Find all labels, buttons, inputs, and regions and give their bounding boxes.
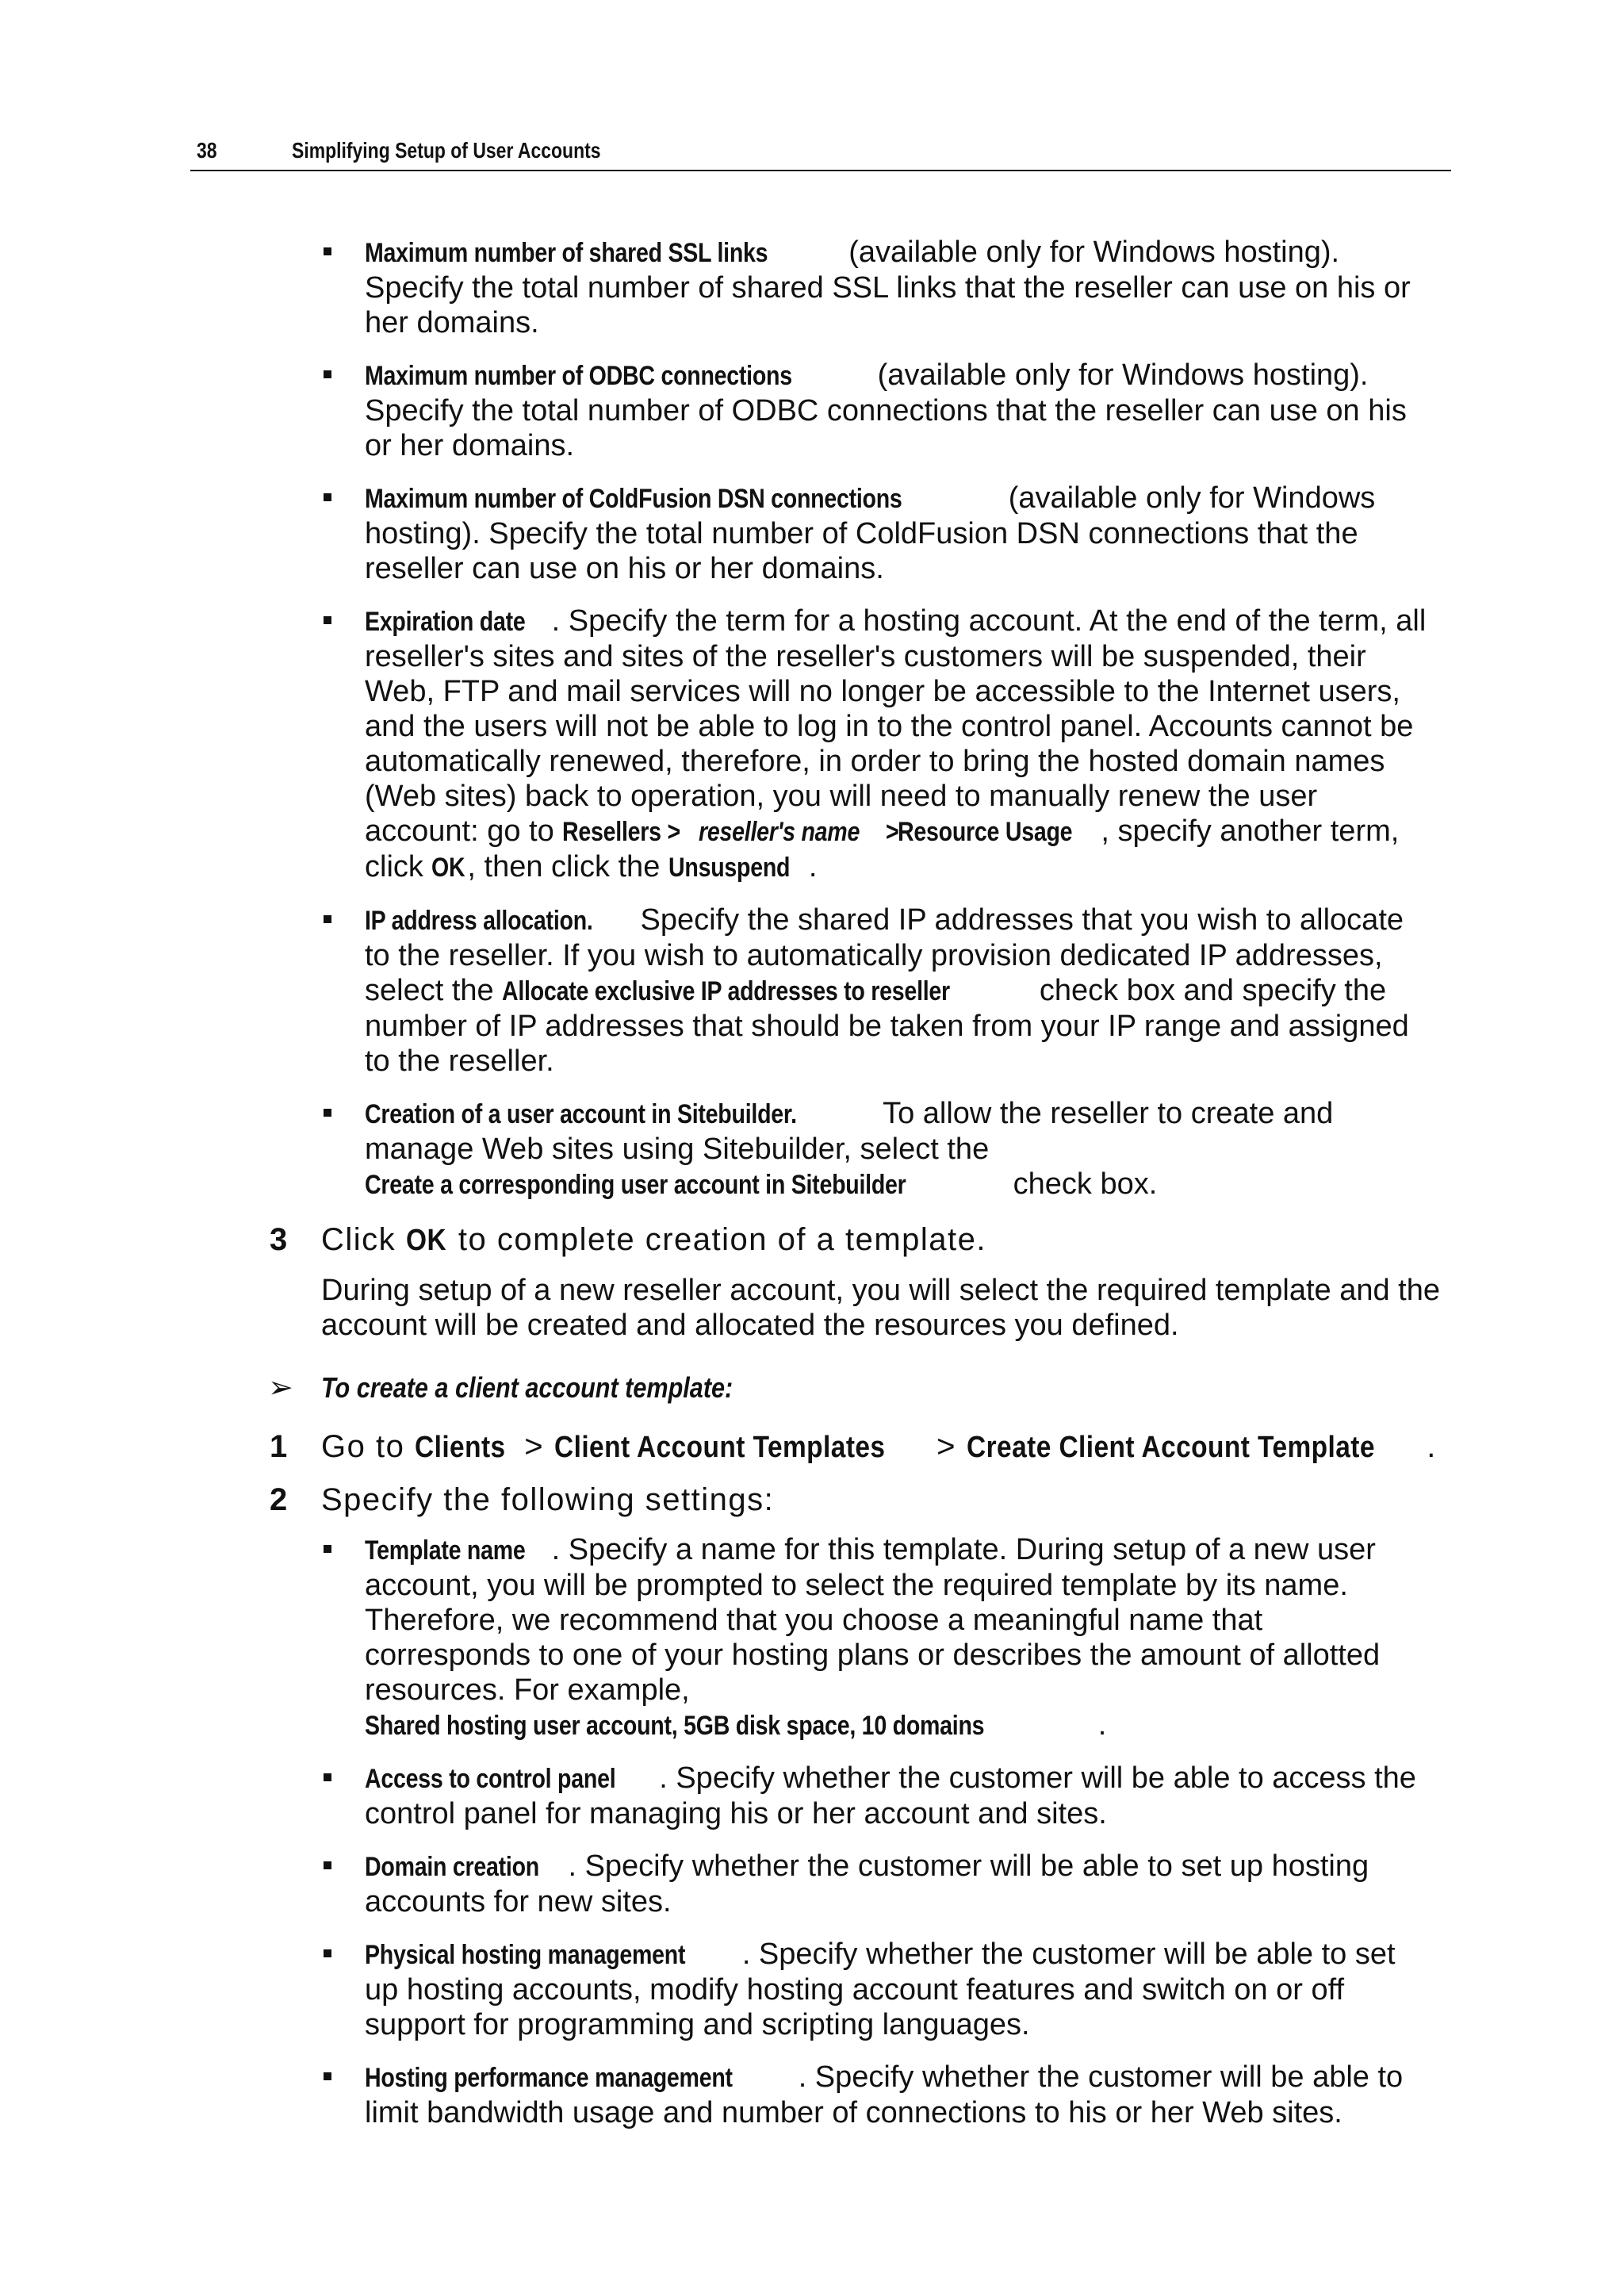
list-item	[365, 481, 1427, 586]
running-title: Simplifying Setup of User Accounts	[292, 138, 601, 163]
checkbox-ref: Allocate exclusive IP addresses to reseller	[502, 976, 951, 1006]
setting-term: Creation of a user account in Sitebuilder.	[365, 1099, 797, 1129]
setting-text: , specify another term, click	[365, 815, 1400, 884]
setting-text: (available only for Windows hosting). Specify the total number of shared SSL links that the reseller can use on his or her domains.	[365, 236, 1411, 339]
list-item	[365, 1937, 1427, 2042]
menu-path-reseller-name: reseller's name	[699, 817, 860, 847]
setting-text: (available only for Windows hosting). Specify the total number of ColdFusion DSN connections that the reseller can use on his or her domains.	[365, 481, 1376, 585]
setting-term: Physical hosting management	[365, 1940, 686, 1970]
menu-path-resellers: Resellers >	[562, 817, 681, 847]
procedure-heading	[270, 1371, 1459, 1411]
menu-path-resource-usage: Resource Usage	[897, 817, 1072, 847]
list-item	[365, 235, 1427, 340]
checkbox-ref: Create a corresponding user account in Sitebuilder	[365, 1170, 906, 1200]
menu-path-separator: >	[514, 1429, 554, 1464]
setting-text: .	[1097, 1708, 1107, 1742]
step-number: 2	[270, 1482, 288, 1517]
setting-term: Maximum number of ODBC connections	[365, 361, 792, 391]
ok-button-ref: OK	[405, 1224, 446, 1257]
menu-path-client-account-templates: Client Account Templates	[553, 1431, 886, 1464]
setting-text: (available only for Windows hosting). Specify the total number of ODBC connections that the reseller can use on his or her domains.	[365, 358, 1407, 462]
page-header	[190, 135, 1451, 171]
step-description: During setup of a new reseller account, you will select the required template and the account will be created and allocated the resources you defined.	[321, 1274, 1441, 1342]
list-item	[365, 1532, 1427, 1743]
setting-text: . Specify whether the customer will be able to set up hosting accounts, modify hosting account features and switch on or off support for programming and scripting languages.	[365, 1938, 1396, 2041]
step-text: to complete creation of a template.	[448, 1222, 987, 1257]
step-number: 1	[270, 1429, 288, 1464]
setting-text: .	[808, 850, 818, 884]
page-content	[270, 235, 1459, 2148]
step-text: Go to	[321, 1429, 415, 1464]
setting-text: Specify the shared IP addresses that you wish to allocate to the reseller. If you wish to automatically provision dedicated IP addresses, select the	[365, 903, 1404, 1007]
unsuspend-button-ref: Unsuspend	[668, 853, 791, 883]
step-text: Click	[321, 1222, 406, 1257]
setting-text: check box and specify the number of IP addresses that should be taken from your IP range and assigned to the reseller.	[365, 974, 1409, 1078]
setting-text: To allow the reseller to create and manage Web sites using Sitebuilder, select the	[365, 1097, 1334, 1166]
menu-path-clients: Clients	[414, 1431, 506, 1464]
step-text: .	[1427, 1429, 1437, 1464]
step-text: Specify the following settings:	[321, 1482, 775, 1517]
setting-term: IP address allocation.	[365, 906, 593, 936]
menu-path-separator: >	[886, 817, 899, 847]
list-item	[365, 1761, 1427, 1831]
setting-text: , then click the	[467, 850, 668, 884]
arrow-icon: ➢	[268, 1371, 293, 1405]
list-item	[365, 903, 1427, 1079]
step-number: 3	[270, 1222, 288, 1257]
list-item	[365, 604, 1427, 885]
menu-path-separator: >	[926, 1429, 967, 1464]
setting-text: check box.	[1005, 1167, 1158, 1201]
setting-text: . Specify whether the customer will be able to limit bandwidth usage and number of connections to his or her Web sites.	[365, 2060, 1404, 2129]
procedure-title: To create a client account template:	[321, 1371, 733, 1404]
list-item	[365, 358, 1427, 463]
page-number: 38	[197, 138, 217, 163]
client-step-1	[270, 1427, 1459, 1467]
client-step-2	[270, 1480, 1459, 1520]
setting-text: . Specify a name for this template. During setup of a new user account, you will be prompted to select the required template by its name. Therefore, we recommend that you choose a meaningful name that corresponds to one of your hosting plans or describes the amount of allotted resources. For example,	[365, 1533, 1381, 1707]
setting-text: . Specify whether the customer will be able to access the control panel for managing his or her account and sites.	[365, 1761, 1416, 1830]
template-name-example: Shared hosting user account, 5GB disk space, 10 domains	[365, 1711, 985, 1741]
setting-term: Expiration date	[365, 607, 526, 637]
ok-button-ref: OK	[431, 853, 465, 883]
step-3	[270, 1220, 1459, 1260]
list-item	[365, 1096, 1427, 1202]
list-item	[365, 2060, 1427, 2130]
setting-term: Template name	[365, 1535, 526, 1566]
setting-term: Maximum number of ColdFusion DSN connections	[365, 484, 902, 514]
setting-text: . Specify the term for a hosting account. At the end of the term, all reseller's sites and sites of the reseller's customers will be suspended, their Web, FTP and mail services will no longer be accessible to the Internet users, and the users will not be able to log in to the control panel. Accounts cannot be automatically renewed, therefore, in order to bring the hosted domain names (Web sites) back to operation, you will need to manually renew the user account: go to	[365, 604, 1427, 848]
setting-term: Access to control panel	[365, 1764, 616, 1794]
setting-text: . Specify whether the customer will be able to set up hosting accounts for new sites.	[365, 1849, 1369, 1918]
menu-path-create-template: Create Client Account Template	[966, 1431, 1375, 1464]
setting-term: Hosting performance management	[365, 2063, 733, 2093]
list-item	[365, 1849, 1427, 1919]
client-settings-list	[270, 1532, 1459, 2130]
reseller-settings-list	[270, 235, 1459, 1202]
setting-term: Domain creation	[365, 1852, 539, 1882]
setting-term: Maximum number of shared SSL links	[365, 238, 768, 268]
